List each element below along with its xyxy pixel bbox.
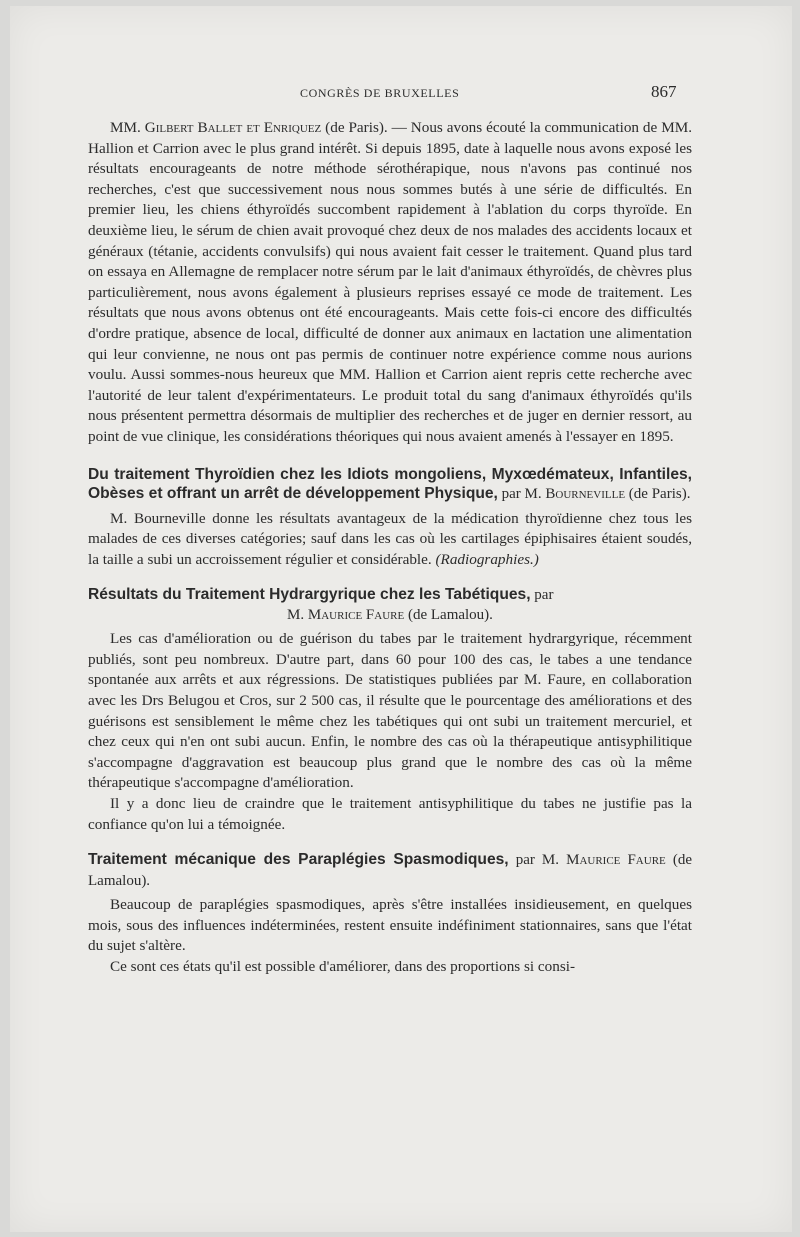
- note-radiographies: (Radiographies.): [435, 550, 539, 568]
- section-title-thyroid: Du traitement Thyroïdien chez les Idiots mongoliens, Myxœdémateux, Infantiles, Obèses et offrant un arrêt de développement Physique,: [88, 465, 692, 502]
- paragraph-thyroid-results: M. Bourneville donne les résultats avantageux de la médication thyroïdienne chez tous les malades de ces diverses catégories; sauf dans les cas où les cartilages épiphisaires étaient soudés, la taille a subi un accroissement régulier et considérable. (Radiographies.): [88, 509, 692, 568]
- page-header: [10, 82, 792, 106]
- discussion-body: — Nous avons écouté la communication de MM. Hallion et Carrion avec le plus grand intérêt. Si depuis 1895, date à laquelle nous avons exposé les résultats encourageants de notre méthode sérothérapique, nous n'avons pas continué nos recherches, c'est que successivement nous nous sommes butés à une série de difficultés. En premier lieu, les chiens éthyroïdés succombent rapidement à l'ablation du corps thyroïde. En deuxième lieu, le sérum de chien avait provoqué chez deux de nos malades des accidents locaux et généraux (tétanie, accidents convulsifs) qui nous avaient fait cesser le traitement. Quand plus tard on essaya en Allemagne de remplacer notre sérum par le lait d'animaux éthyroïdés, de chèvres plus particulièrement, nous avons également à plusieurs reprises essayé ce mode de traitement. Les résultats que nous avons obtenus ont été encourageants. Mais cette fois-ci encore des difficultés d'ordre pratique, absence de local, difficulté de donner aux animaux en lactation une alimentation qui leur convienne, ne nous ont pas permis de continuer notre expérience comme nous aurions voulu. Aussi sommes-nous heureux que MM. Hallion et Carrion aient repris cette recherche avec l'autorité de leur talent d'expérimentateurs. Le produit total du sang d'animaux éthyroïdés qu'ils nous présentent permettra désormais de multiplier des recherches et de juger en dernier ressort, au point de vue clinique, les considérations théoriques qui nous avaient amenés à l'essayer en 1895.: [88, 119, 692, 445]
- page-number: 867: [651, 82, 677, 101]
- section-heading-paraplegia: [88, 850, 692, 891]
- page-body: [88, 118, 692, 978]
- paragraph-hydrargyric-1: Les cas d'amélioration ou de guérison du tabes par le traitement hydrargyrique, récemment publiés, sont peu nombreux. D'autre part, dans 60 pour 100 des cas, le tabes a une tendance spontanée aux arrêts et aux régressions. De statistiques publiées par M. Faure, en collaboration avec les Drs Belugou et Cros, sur 2 500 cas, il résulte que le pourcentage des améliorations et des guérisons est sensiblement le même chez les tabétiques qui ont subi un traitement mercuriel, et chez ceux qui n'en ont subi aucun. Enfin, le nombre des cas où la thérapeutique antisyphilitique s'accompagne d'aggravation est beaucoup plus grand que le nombre des cas où la même thérapeutique s'accompagne d'amélioration.: [88, 630, 692, 792]
- section-byline-thyroid: par M. Bourneville (de Paris).: [497, 486, 691, 502]
- section-byline-hydrargyric: par M. Maurice Faure (de Lamalou).: [287, 587, 554, 623]
- section-byline-paraplegia: par M. Maurice Faure (de Lamalou).: [88, 852, 692, 889]
- discussion-authors: MM. Gilbert Ballet et Enriquez: [110, 119, 322, 136]
- running-head: CONGRÈS DE BRUXELLES: [300, 86, 460, 100]
- section-heading-thyroid: [88, 465, 692, 505]
- page: [10, 6, 792, 1232]
- paragraph-hydrargyric-2: Il y a donc lieu de craindre que le traitement antisyphilitique du tabes ne justifie pas la confiance qu'on lui a témoignée.: [88, 795, 692, 833]
- discussion-affiliation: (de Paris).: [321, 119, 388, 136]
- paragraph-paraplegia-1: Beaucoup de paraplégies spasmodiques, après s'être installées insidieusement, en quelques mois, sous des influences indéterminées, restent ensuite indéfiniment stationnaires, sans que l'état du sujet s'altère.: [88, 896, 692, 955]
- section-title-hydrargyric: Résultats du Traitement Hydrargyrique chez les Tabétiques,: [88, 586, 531, 604]
- discussion-paragraph: [88, 118, 692, 448]
- section-heading-hydrargyric: [88, 585, 692, 625]
- paragraph-paraplegia-2: Ce sont ces états qu'il est possible d'améliorer, dans des proportions si consi-: [110, 958, 576, 975]
- section-title-paraplegia: Traitement mécanique des Paraplégies Spasmodiques,: [88, 851, 509, 869]
